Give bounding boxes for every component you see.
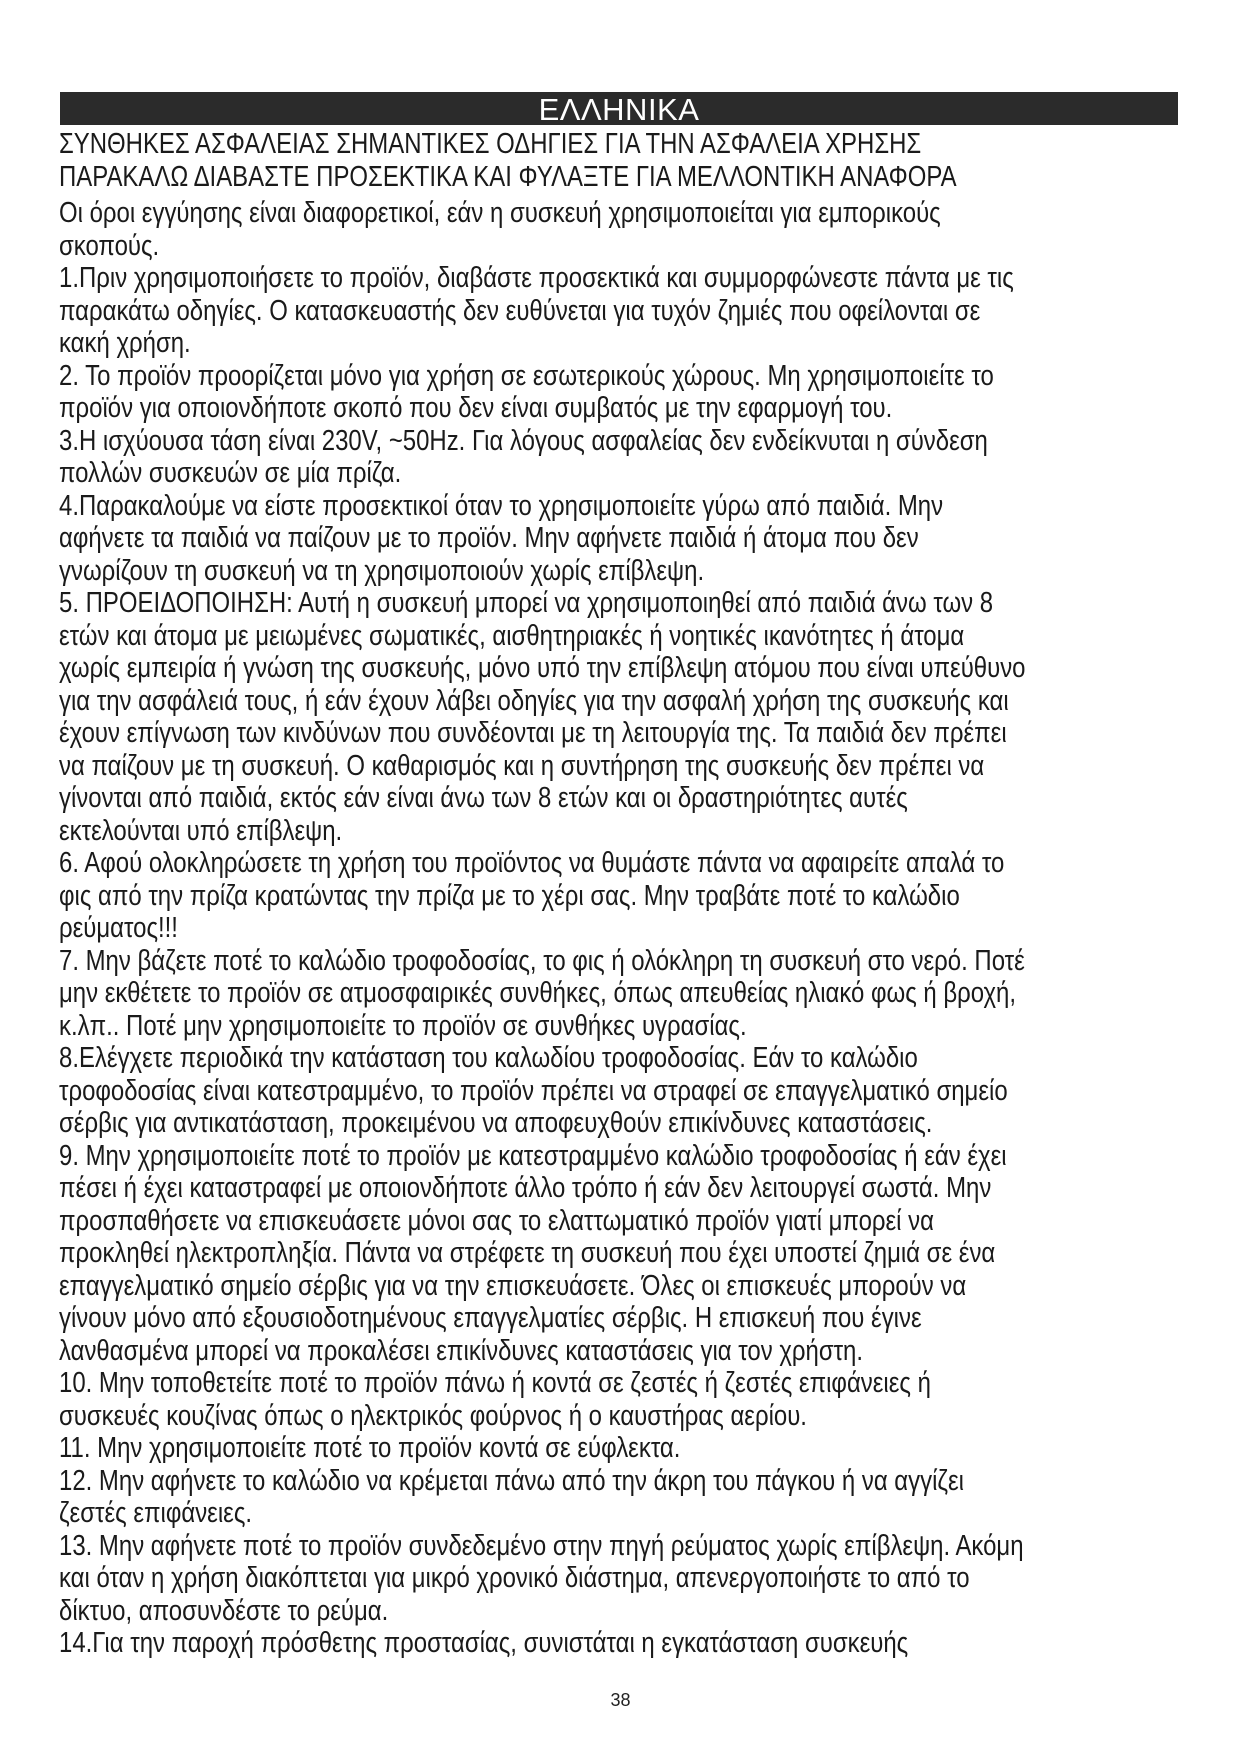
body-line: χωρίς εμπειρία ή γνώση της συσκευής, μόνο υπό την επίβλεψη ατόμου που είναι υπεύθυνο	[59, 652, 1026, 684]
body-line: 13. Μην αφήνετε ποτέ το προϊόν συνδεδεμένο στην πηγή ρεύματος χωρίς επίβλεψη. Ακόμη	[59, 1529, 1024, 1562]
body-line: προϊόν για οποιονδήποτε σκοπό που δεν είναι συμβατός με την εφαρμογή του.	[59, 392, 893, 424]
body-line: συσκευές κουζίνας όπως ο ηλεκτρικός φούρνος ή ο καυστήρας αερίου.	[59, 1399, 807, 1432]
body-line: κ.λπ.. Ποτέ μην χρησιμοποιείτε το προϊόν σε συνθήκες υγρασίας.	[59, 1009, 747, 1042]
body-line: 4.Παρακαλούμε να είστε προσεκτικοί όταν το χρησιμοποιείτε γύρω από παιδιά. Μην	[59, 489, 944, 522]
body-line: Οι όροι εγγύησης είναι διαφορετικοί, εάν η συσκευή χρησιμοποιείται για εμπορικούς	[59, 197, 941, 229]
body-line: προκληθεί ηλεκτροπληξία. Πάντα να στρέφετε τη συσκευή που έχει υποστεί ζημιά σε ένα	[59, 1237, 996, 1269]
body-line: έχουν επίγνωση των κινδύνων που συνδέονται με τη λειτουργία της. Τα παιδιά δεν πρέπει	[59, 717, 1007, 749]
body-line: γίνουν μόνο από εξουσιοδοτημένους επαγγελματίες σέρβις. Η επισκευή που έγινε	[59, 1302, 922, 1334]
body-line: 8.Ελέγχετε περιοδικά την κατάσταση του καλωδίου τροφοδοσίας. Εάν το καλώδιο	[59, 1042, 918, 1074]
body-line: φις από την πρίζα κρατώντας την πρίζα με το χέρι σας. Μην τραβάτε ποτέ το καλώδιο	[59, 879, 960, 912]
body-line: εκτελούνται υπό επίβλεψη.	[59, 814, 343, 847]
body-line: αφήνετε τα παιδιά να παίζουν με το προϊόν. Μην αφήνετε παιδιά ή άτομα που δεν	[59, 522, 919, 554]
body-line: 2. Το προϊόν προορίζεται μόνο για χρήση σε εσωτερικούς χώρους. Μη χρησιμοποιείτε το	[59, 359, 994, 392]
body-line: να παίζουν με τη συσκευή. Ο καθαρισμός και η συντήρηση της συσκευής δεν πρέπει να	[59, 749, 985, 782]
body-line: 11. Μην χρησιμοποιείτε ποτέ το προϊόν κοντά σε εύφλεκτα.	[59, 1432, 681, 1464]
body-line: πέσει ή έχει καταστραφεί με οποιονδήποτε άλλο τρόπο ή εάν δεν λειτουργεί σωστά. Μην	[59, 1172, 992, 1204]
body-line: για την ασφάλειά τους, ή εάν έχουν λάβει οδηγίες για την ασφαλή χρήση της συσκευής και	[59, 684, 1009, 717]
body-line: γνωρίζουν τη συσκευή να τη χρησιμοποιούν χωρίς επίβλεψη.	[59, 554, 705, 587]
body-line: 7. Μην βάζετε ποτέ το καλώδιο τροφοδοσίας, το φις ή ολόκληρη τη συσκευή στο νερό. Ποτέ	[59, 944, 1025, 977]
safety-text	[59, 128, 1189, 1660]
body-line: 14.Για την παροχή πρόσθετης προστασίας, συνιστάται η εγκατάσταση συσκευής	[59, 1627, 909, 1659]
body-line: πολλών συσκευών σε μία πρίζα.	[59, 457, 402, 489]
body-line: 10. Μην τοποθετείτε ποτέ το προϊόν πάνω ή κοντά σε ζεστές ή ζεστές επιφάνειες ή	[59, 1367, 931, 1399]
body-line: γίνονται από παιδιά, εκτός εάν είναι άνω των 8 ετών και οι δραστηριότητες αυτές	[59, 782, 908, 814]
body-line: μην εκθέτετε το προϊόν σε ατμοσφαιρικές συνθήκες, όπως απευθείας ηλιακό φως ή βροχή,	[59, 977, 1016, 1009]
body-line: σέρβις για αντικατάσταση, προκειμένου να αποφευχθούν επικίνδυνες καταστάσεις.	[59, 1107, 933, 1139]
page-number: 38	[610, 1690, 631, 1710]
body-line: λανθασμένα μπορεί να προκαλέσει επικίνδυνες καταστάσεις για τον χρήστη.	[59, 1334, 864, 1367]
body-line: και όταν η χρήση διακόπτεται για μικρό χρονικό διάστημα, απενεργοποιήστε το από το	[59, 1562, 970, 1594]
body-line: 5. ΠΡΟΕΙΔΟΠΟΙΗΣΗ: Αυτή η συσκευή μπορεί να χρησιμοποιηθεί από παιδιά άνω των 8	[59, 587, 994, 619]
body-line: 1.Πριν χρησιμοποιήσετε το προϊόν, διαβάστε προσεκτικά και συμμορφώνεστε πάντα με τις	[59, 262, 1014, 294]
title-line: ΠΑΡΑΚΑΛΩ ΔΙΑΒΑΣΤΕ ΠΡΟΣΕΚΤΙΚΑ ΚΑΙ ΦΥΛΑΞΤΕ ΓΙΑ ΜΕΛΛΟΝΤΙΚΗ ΑΝΑΦΟΡΑ	[59, 160, 957, 193]
language-header: ΕΛΛΗΝΙΚΑ	[60, 92, 1178, 125]
body-line: 6. Αφού ολοκληρώσετε τη χρήση του προϊόντος να θυμάστε πάντα να αφαιρείτε απαλά το	[59, 847, 1005, 879]
body-line: ζεστές επιφάνειες.	[59, 1497, 253, 1529]
title-line: ΣΥΝΘΗΚΕΣ ΑΣΦΑΛΕΙΑΣ ΣΗΜΑΝΤΙΚΕΣ ΟΔΗΓΙΕΣ ΓΙΑ ΤΗΝ ΑΣΦΑΛΕΙΑ ΧΡΗΣΗΣ	[59, 128, 922, 160]
body-line: τροφοδοσίας είναι κατεστραμμένο, το προϊόν πρέπει να στραφεί σε επαγγελματικό σημείο	[59, 1074, 1008, 1107]
body-line: προσπαθήσετε να επισκευάσετε μόνοι σας το ελαττωματικό προϊόν γιατί μπορεί να	[59, 1204, 934, 1237]
body-line: 3.Η ισχύουσα τάση είναι 230V, ~50Hz. Για λόγους ασφαλείας δεν ενδείκνυται η σύνδεση	[59, 424, 988, 457]
body-line: κακή χρήση.	[59, 327, 191, 359]
body-line: δίκτυο, αποσυνδέστε το ρεύμα.	[59, 1594, 389, 1627]
body-line: ρεύματος!!!	[59, 912, 178, 944]
body-line: 12. Μην αφήνετε το καλώδιο να κρέμεται πάνω από την άκρη του πάγκου ή να αγγίζει	[59, 1464, 964, 1497]
body-line: επαγγελματικό σημείο σέρβις για να την επισκευάσετε. Όλες οι επισκευές μπορούν να	[59, 1269, 967, 1302]
body-line: παρακάτω οδηγίες. Ο κατασκευαστής δεν ευθύνεται για τυχόν ζημιές που οφείλονται σε	[59, 294, 981, 327]
body-line: ετών και άτομα με μειωμένες σωματικές, αισθητηριακές ή νοητικές ικανότητες ή άτομα	[59, 619, 965, 652]
body-line: σκοπούς.	[59, 229, 160, 262]
body-line: 9. Μην χρησιμοποιείτε ποτέ το προϊόν με κατεστραμμένο καλώδιο τροφοδοσίας ή εάν έχει	[59, 1139, 1007, 1172]
